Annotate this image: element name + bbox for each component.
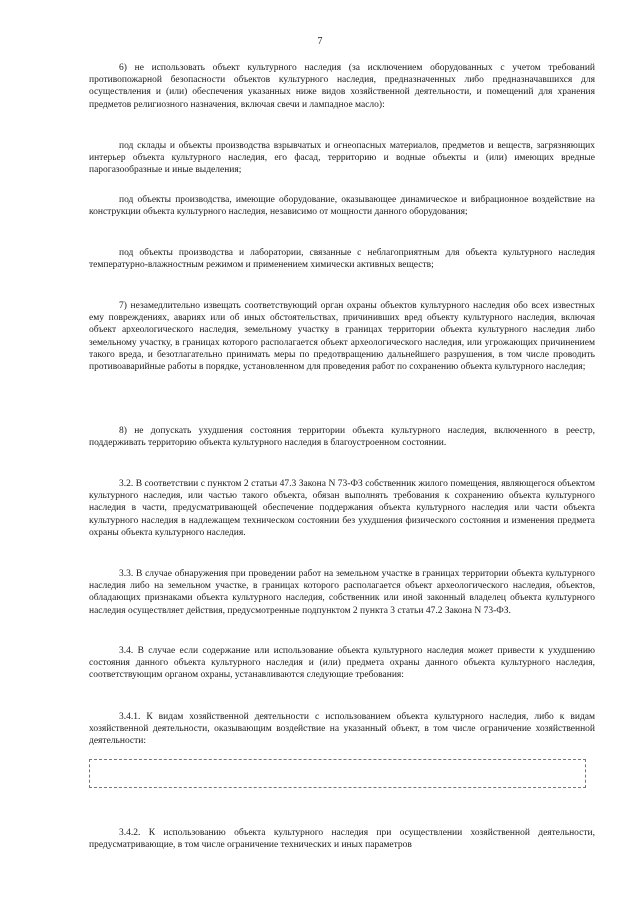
paragraph-6-2: под объекты производства, имеющие оборудование, оказывающее динамическое и вибрационное воздействие на конструкции объекта культурного наследия, независимо от мощности данного оборудования; [89, 195, 595, 218]
paragraph-8: 8) не допускать ухудшения состояния территории объекта культурного наследия, включенного в реестр, поддерживать территорию объекта культурного наследия в благоустроенном состоянии. [89, 426, 595, 449]
empty-fill-in-box [89, 759, 586, 788]
paragraph-6: 6) не использовать объект культурного наследия (за исключением оборудованных с учетом требований противопожарной безопасности объектов культурного наследия, предназначенных либо предназначавшихся для осуществления и (или) обеспечения указанных ниже видов хозяйственной деятельности, и помещений для хранения предметов религиозного назначения, включая свечи и лампадное масло): [89, 63, 595, 110]
paragraph-6-1: под склады и объекты производства взрывчатых и огнеопасных материалов, предметов и веществ, загрязняющих интерьер объекта культурного наследия, его фасад, территорию и водные объекты и (или) имеющих вредные парогазообразные и иные выделения; [89, 141, 595, 176]
paragraph-3-4-1: 3.4.1. К видам хозяйственной деятельности с использованием объекта культурного наследия, либо к видам хозяйственной деятельности, оказывающим воздействие на указанный объект, в том числе ограничение хозяйственной деятельности: [89, 712, 595, 747]
paragraph-3-2: 3.2. В соответствии с пунктом 2 статьи 47.3 Закона N 73-ФЗ собственник жилого помещения, являющегося объектом культурного наследия, или частью такого объекта, обязан выполнять требования к сохранению объекта культурного наследия в части, предусматривающей обеспечение поддержания объекта культурного наследия или части объекта культурного наследия в надлежащем техническом состоянии без ухудшения физического состояния и изменения предмета охраны объекта культурного наследия. [89, 479, 595, 538]
paragraph-3-4-2: 3.4.2. К использованию объекта культурного наследия при осуществлении хозяйственной деятельности, предусматривающие, в том числе ограничение технических и иных параметров [89, 828, 595, 851]
paragraph-3-3: 3.3. В случае обнаружения при проведении работ на земельном участке в границах территории объекта культурного наследия либо на земельном участке, в границах которого располагается объект археологического наследия, объектов, обладающих признаками объекта культурного наследия, собственник или иной законный владелец объекта культурного наследия осуществляет действия, предусмотренные подпунктом 2 пункта 3 статьи 47.2 Закона N 73-ФЗ. [89, 569, 595, 616]
paragraph-7: 7) незамедлительно извещать соответствующий орган охраны объектов культурного наследия обо всех известных ему повреждениях, авариях или об иных обстоятельствах, причинивших вред объекту культурного наследия, включая объект археологического наследия, земельному участку в границах территории объекта культурного наследия либо земельному участку, в границах которого располагается объект археологического наследия, или угрожающих причинением такого вреда, и безотлагательно принимать меры по предотвращению дальнейшего разрушения, в том числе проводить противоаварийные работы в порядке, установленном для проведения работ по сохранению объекта культурного наследия; [89, 301, 595, 373]
paragraph-6-3: под объекты производства и лаборатории, связанные с неблагоприятным для объекта культурного наследия температурно-влажностным режимом и применением химически активных веществ; [89, 248, 595, 271]
paragraph-3-4: 3.4. В случае если содержание или использование объекта культурного наследия может привести к ухудшению состояния данного объекта культурного наследия и (или) предмета охраны данного объекта культурного наследия, соответствующим органом охраны, устанавливаются следующие требования: [89, 646, 595, 681]
page-number: 7 [317, 36, 323, 47]
